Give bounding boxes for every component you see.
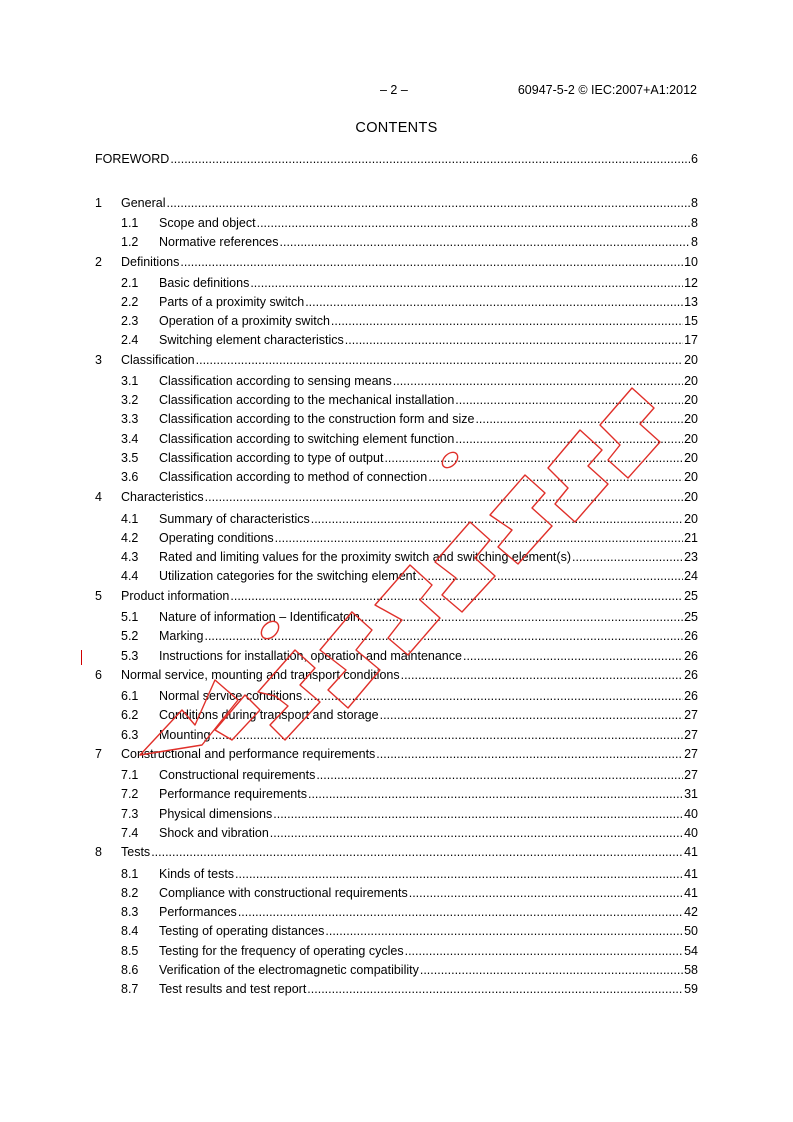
toc-entry-title: Normal service conditions bbox=[159, 689, 303, 703]
toc-entry-title: Classification according to sensing means bbox=[159, 374, 392, 388]
toc-entry-page: 20 bbox=[684, 512, 698, 526]
toc-entry-page: 20 bbox=[684, 412, 698, 426]
toc-entry[interactable] bbox=[95, 194, 698, 211]
toc-entry-number: 5 bbox=[95, 589, 102, 603]
toc-entry-page: 24 bbox=[684, 569, 698, 583]
toc-entry-page: 20 bbox=[684, 374, 698, 388]
toc-entry[interactable] bbox=[95, 980, 698, 997]
toc-entry-number: 8.2 bbox=[121, 886, 139, 900]
toc-leader-dots bbox=[238, 905, 683, 920]
toc-entry-page: 27 bbox=[684, 768, 698, 782]
toc-entry-page: 27 bbox=[684, 728, 698, 742]
toc-entry-title: Performance requirements bbox=[159, 787, 307, 801]
toc-entry[interactable] bbox=[95, 824, 698, 841]
toc-entry-page: 42 bbox=[684, 905, 698, 919]
toc-entry-page: 31 bbox=[684, 787, 698, 801]
toc-entry-title: Physical dimensions bbox=[159, 807, 273, 821]
toc-leader-dots bbox=[170, 152, 690, 167]
toc-leader-dots bbox=[151, 845, 683, 860]
toc-entry-page: 21 bbox=[684, 531, 698, 545]
toc-entry-title: Classification according to the mechanical installation bbox=[159, 393, 455, 407]
toc-entry-title: Parts of a proximity switch bbox=[159, 295, 305, 309]
toc-entry-number: 6 bbox=[95, 668, 102, 682]
toc-leader-dots bbox=[270, 826, 683, 841]
toc-entry-title: Summary of characteristics bbox=[159, 512, 310, 526]
toc-entry-page: 8 bbox=[691, 235, 698, 249]
toc-entry-title: Utilization categories for the switching element bbox=[159, 569, 417, 583]
toc-entry-title: Definitions bbox=[121, 255, 180, 269]
toc-entry-title: Mounting bbox=[159, 728, 211, 742]
toc-entry-title: Verification of the electromagnetic compatibility bbox=[159, 963, 419, 977]
toc-entry-number: 2.2 bbox=[121, 295, 139, 309]
toc-entry-page: 23 bbox=[684, 550, 698, 564]
toc-entry-page: 10 bbox=[684, 255, 698, 269]
toc-entry[interactable] bbox=[95, 865, 698, 882]
toc-leader-dots bbox=[307, 982, 683, 997]
toc-entry-page: 20 bbox=[684, 470, 698, 484]
toc-entry-number: 8.4 bbox=[121, 924, 139, 938]
toc-entry[interactable] bbox=[95, 274, 698, 291]
toc-entry-page: 13 bbox=[684, 295, 698, 309]
toc-entry-number: 3.4 bbox=[121, 432, 139, 446]
toc-entry-number: 7.2 bbox=[121, 787, 139, 801]
toc-entry-page: 50 bbox=[684, 924, 698, 938]
toc-entry-number: 8.3 bbox=[121, 905, 139, 919]
toc-entry-title: Classification according to switching element function bbox=[159, 432, 455, 446]
toc-entry-page: 15 bbox=[684, 314, 698, 328]
toc-entry-number: 5.2 bbox=[121, 629, 139, 643]
toc-entry-title: Operating conditions bbox=[159, 531, 274, 545]
toc-entry-number: 6.3 bbox=[121, 728, 139, 742]
toc-entry-page: 20 bbox=[684, 451, 698, 465]
toc-entry-title: Kinds of tests bbox=[159, 867, 235, 881]
toc-leader-dots bbox=[180, 255, 683, 270]
toc-entry-title: FOREWORD bbox=[95, 152, 170, 166]
toc-entry-title: Compliance with constructional requirements bbox=[159, 886, 408, 900]
toc-entry[interactable] bbox=[95, 884, 698, 901]
toc-entry-title: Operation of a proximity switch bbox=[159, 314, 330, 328]
page-number: – 2 – bbox=[380, 83, 408, 97]
toc-leader-dots bbox=[280, 235, 691, 250]
watermark bbox=[120, 300, 680, 780]
toc-entry-number: 8.7 bbox=[121, 982, 139, 996]
toc-entry-page: 20 bbox=[684, 393, 698, 407]
toc-entry-number: 3.6 bbox=[121, 470, 139, 484]
toc-entry-number: 2.3 bbox=[121, 314, 139, 328]
change-bar bbox=[81, 650, 82, 665]
toc-entry-title: Characteristics bbox=[121, 490, 204, 504]
toc-entry-number: 6.1 bbox=[121, 689, 139, 703]
toc-entry-number: 1.2 bbox=[121, 235, 139, 249]
toc-entry-number: 4.1 bbox=[121, 512, 139, 526]
toc-entry-title: Conditions during transport and storage bbox=[159, 708, 379, 722]
toc-entry-number: 5.1 bbox=[121, 610, 139, 624]
toc-entry-page: 20 bbox=[684, 432, 698, 446]
toc-entry-title: Rated and limiting values for the proximity switch and switching element(s) bbox=[159, 550, 571, 564]
toc-entry[interactable] bbox=[95, 214, 698, 231]
toc-entry[interactable] bbox=[95, 961, 698, 978]
toc-leader-dots bbox=[325, 924, 683, 939]
toc-entry-title: Nature of information – Identificatoin bbox=[159, 610, 360, 624]
toc-entry-page: 25 bbox=[684, 610, 698, 624]
toc-entry-number: 6.2 bbox=[121, 708, 139, 722]
page-title: CONTENTS bbox=[355, 120, 438, 136]
toc-entry-page: 27 bbox=[684, 708, 698, 722]
toc-leader-dots bbox=[420, 963, 683, 978]
toc-entry-title: Classification according to type of output bbox=[159, 451, 384, 465]
toc-entry[interactable] bbox=[95, 922, 698, 939]
toc-entry-title: Switching element characteristics bbox=[159, 333, 344, 347]
toc-entry[interactable] bbox=[95, 805, 698, 822]
toc-entry-number: 3.5 bbox=[121, 451, 139, 465]
toc-entry-title: Normative references bbox=[159, 235, 279, 249]
toc-entry-page: 54 bbox=[684, 944, 698, 958]
toc-entry-title: Shock and vibration bbox=[159, 826, 269, 840]
toc-entry-number: 4.4 bbox=[121, 569, 139, 583]
toc-leader-dots bbox=[405, 944, 684, 959]
toc-entry-page: 58 bbox=[684, 963, 698, 977]
toc-entry-page: 12 bbox=[684, 276, 698, 290]
toc-entry-page: 26 bbox=[684, 668, 698, 682]
toc-entry-title: Normal service, mounting and transport conditions bbox=[121, 668, 400, 682]
toc-entry-number: 3.2 bbox=[121, 393, 139, 407]
toc-entry-page: 59 bbox=[684, 982, 698, 996]
toc-entry-number: 7 bbox=[95, 747, 102, 761]
toc-entry-title: Testing of operating distances bbox=[159, 924, 325, 938]
toc-entry-page: 20 bbox=[684, 353, 698, 367]
toc-entry-title: Product information bbox=[121, 589, 230, 603]
toc-entry-number: 2.4 bbox=[121, 333, 139, 347]
toc-entry-page: 6 bbox=[691, 152, 698, 166]
toc-entry-number: 3.1 bbox=[121, 374, 139, 388]
toc-entry[interactable] bbox=[95, 843, 698, 860]
toc-entry-title: Constructional requirements bbox=[159, 768, 316, 782]
toc-entry-page: 26 bbox=[684, 629, 698, 643]
toc-entry-title: Marking bbox=[159, 629, 204, 643]
toc-entry-page: 41 bbox=[684, 886, 698, 900]
toc-entry-number: 8 bbox=[95, 845, 102, 859]
toc-entry-page: 40 bbox=[684, 826, 698, 840]
toc-leader-dots bbox=[257, 216, 690, 231]
toc-entry-title: General bbox=[121, 196, 166, 210]
toc-entry-number: 4 bbox=[95, 490, 102, 504]
toc-leader-dots bbox=[308, 787, 683, 802]
toc-entry-page: 40 bbox=[684, 807, 698, 821]
toc-entry-page: 17 bbox=[684, 333, 698, 347]
toc-entry-page: 20 bbox=[684, 490, 698, 504]
toc-entry-number: 8.6 bbox=[121, 963, 139, 977]
toc-entry-title: Classification according to the construction form and size bbox=[159, 412, 475, 426]
toc-entry-number: 8.5 bbox=[121, 944, 139, 958]
toc-entry-number: 4.2 bbox=[121, 531, 139, 545]
toc-entry[interactable] bbox=[95, 253, 698, 270]
toc-entry-number: 3.3 bbox=[121, 412, 139, 426]
toc-entry-title: Classification according to method of connection bbox=[159, 470, 428, 484]
toc-entry-title: Tests bbox=[121, 845, 151, 859]
toc-entry-page: 41 bbox=[684, 845, 698, 859]
toc-entry-number: 3 bbox=[95, 353, 102, 367]
toc-entry-page: 25 bbox=[684, 589, 698, 603]
toc-entry-page: 8 bbox=[691, 216, 698, 230]
toc-entry-title: Constructional and performance requirements bbox=[121, 747, 376, 761]
toc-entry[interactable] bbox=[95, 785, 698, 802]
toc-entry-number: 7.1 bbox=[121, 768, 139, 782]
toc-entry-title: Performances bbox=[159, 905, 237, 919]
toc-entry-number: 5.3 bbox=[121, 649, 139, 663]
toc-entry-page: 8 bbox=[691, 196, 698, 210]
toc-entry-title: Instructions for installation, operation and maintenance bbox=[159, 649, 462, 663]
toc-leader-dots bbox=[409, 886, 683, 901]
standard-reference: 60947-5-2 © IEC:2007+A1:2012 bbox=[517, 83, 697, 97]
toc-entry[interactable] bbox=[95, 150, 698, 167]
toc-leader-dots bbox=[250, 276, 683, 291]
toc-entry-title: Test results and test report bbox=[159, 982, 307, 996]
toc-entry-number: 7.4 bbox=[121, 826, 139, 840]
toc-entry-number: 4.3 bbox=[121, 550, 139, 564]
toc-entry-number: 2.1 bbox=[121, 276, 139, 290]
toc-leader-dots bbox=[235, 867, 683, 882]
toc-entry[interactable] bbox=[95, 233, 698, 250]
toc-entry[interactable] bbox=[95, 942, 698, 959]
toc-entry-title: Testing for the frequency of operating cycles bbox=[159, 944, 404, 958]
toc-entry-title: Scope and object bbox=[159, 216, 256, 230]
toc-entry-number: 2 bbox=[95, 255, 102, 269]
toc-entry-number: 1 bbox=[95, 196, 102, 210]
toc-entry[interactable] bbox=[95, 903, 698, 920]
toc-entry-number: 1.1 bbox=[121, 216, 139, 230]
toc-entry-page: 26 bbox=[684, 649, 698, 663]
toc-entry-title: Classification bbox=[121, 353, 195, 367]
toc-leader-dots bbox=[273, 807, 683, 822]
toc-leader-dots bbox=[166, 196, 690, 211]
toc-entry-page: 26 bbox=[684, 689, 698, 703]
toc-entry-number: 8.1 bbox=[121, 867, 139, 881]
toc-entry-page: 27 bbox=[684, 747, 698, 761]
toc-entry-title: Basic definitions bbox=[159, 276, 250, 290]
toc-entry-number: 7.3 bbox=[121, 807, 139, 821]
toc-entry-page: 41 bbox=[684, 867, 698, 881]
